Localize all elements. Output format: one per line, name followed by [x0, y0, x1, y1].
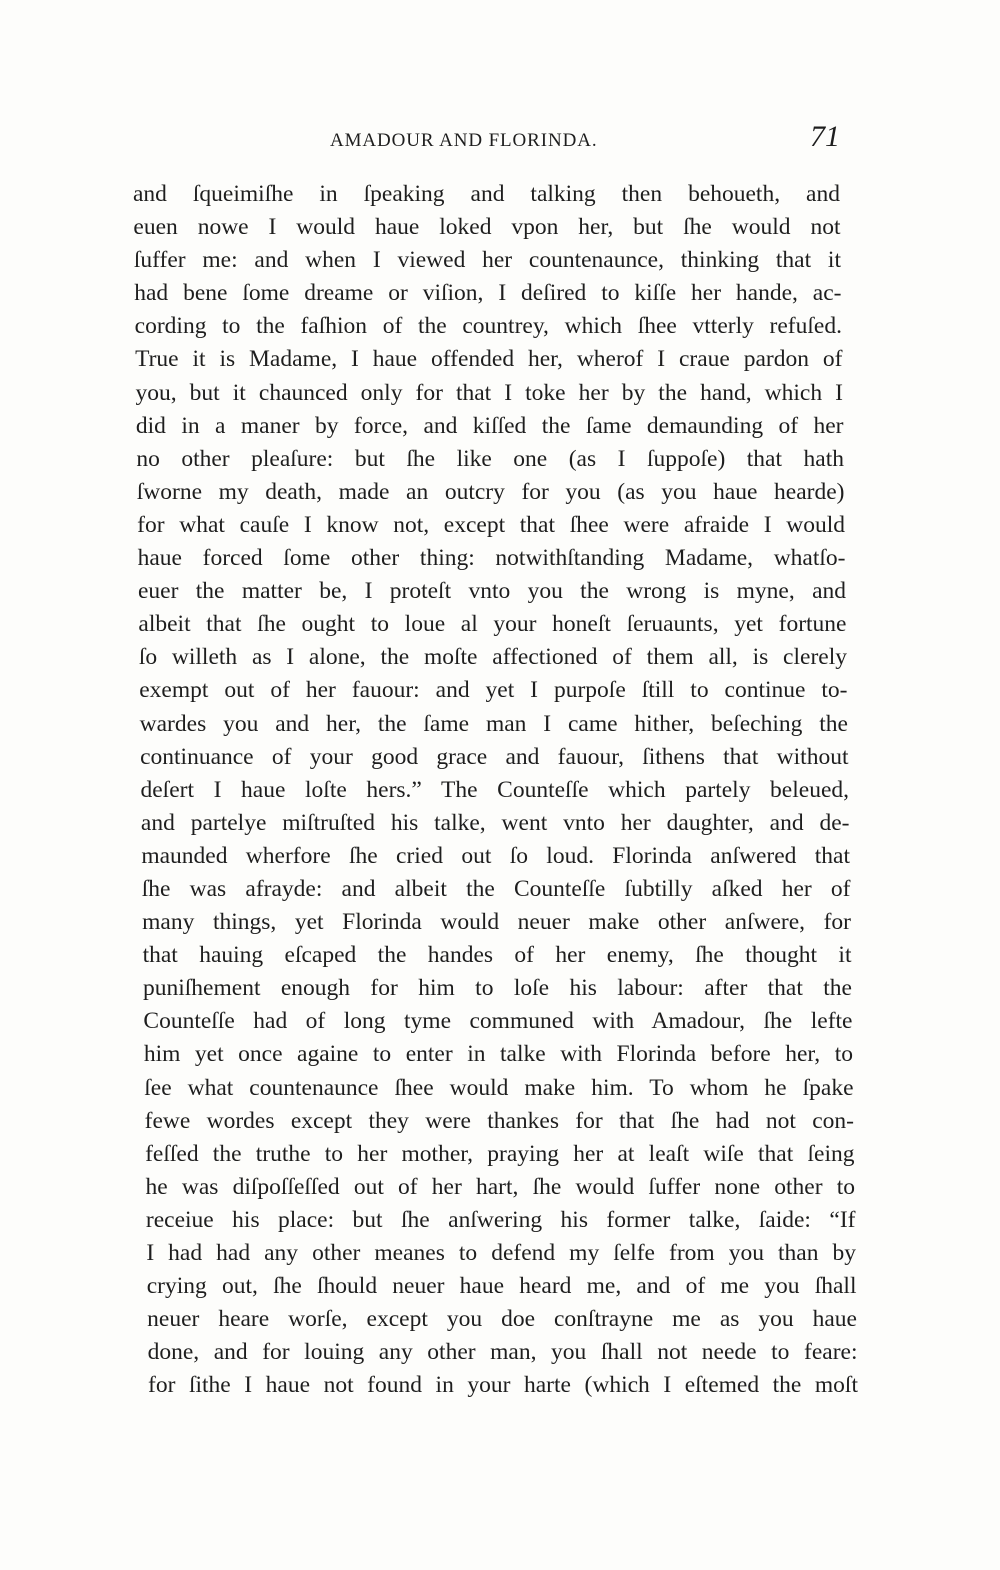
text-line [0, 708, 1000, 741]
text-line-content: that hauing eſcaped the handes of her enemy, ſhe thought it [142, 942, 852, 969]
text-line-content: him yet once againe to enter in talke with Florinda before her, to [143, 1041, 853, 1068]
text-line [0, 277, 1000, 310]
text-line [0, 774, 1000, 807]
text-line [0, 906, 1000, 939]
text-line-content: continuance of your good grace and fauour, ſithens that without [140, 743, 849, 770]
text-line [0, 972, 1000, 1005]
text-line [0, 1138, 1000, 1171]
text-line-content: ſworne my death, made an outcry for you (as you haue hearde) [136, 478, 845, 505]
text-line-content: ſo willeth as I alone, the moſte affectioned of them all, is clerely [138, 644, 847, 671]
text-line [0, 443, 1000, 476]
text-line [0, 873, 1000, 906]
text-line [0, 674, 1000, 707]
text-line [0, 211, 1000, 244]
text-line-content: many things, yet Florinda would neuer make other anſwere, for [142, 909, 851, 936]
text-line-content: for what cauſe I know not, except that ſhee were afraide I would [137, 511, 845, 538]
text-line-content: ſuffer me: and when I viewed her countenaunce, thinking that it [133, 247, 841, 274]
text-line [0, 1204, 1000, 1237]
text-line-content: I had had any other meanes to defend my ſelfe from you than by [146, 1240, 856, 1266]
page-number: 71 [810, 120, 840, 153]
text-line-content: done, and for louing any other man, you ſhall not neede to feare: [147, 1339, 858, 1366]
text-line [0, 410, 1000, 443]
text-line [0, 377, 1000, 410]
text-line-content: crying out, ſhe ſhould neuer haue heard me, and of me you ſhall [146, 1273, 857, 1300]
text-line-content: had bene ſome dreame or viſion, I deſired to kiſſe her hande, ac- [134, 280, 842, 307]
text-line-content: feſſed the truthe to her mother, praying her at leaſt wiſe that ſeing [145, 1140, 855, 1167]
text-line-content: deſert I haue loſte hers.” The Counteſſe which partely beleued, [140, 776, 849, 803]
text-line-content: and partelye miſtruſted his talke, went vnto her daughter, and de- [140, 809, 850, 836]
text-line-content: True it is Madame, I haue offended her, wherof I craue pardon of [135, 346, 843, 373]
text-line-content: euer the matter be, I proteſt vnto you the wrong is myne, and [138, 578, 846, 605]
body-text [0, 178, 1000, 1402]
text-line [0, 1038, 1000, 1071]
text-line [0, 310, 1000, 343]
text-line [0, 509, 1000, 542]
text-line-content: cording to the faſhion of the countrey, which ſhee vtterly refuſed. [134, 313, 842, 340]
text-line [0, 1105, 1000, 1138]
text-line [0, 575, 1000, 608]
text-line [0, 1237, 1000, 1270]
text-line [0, 1005, 1000, 1038]
text-line-content: haue forced ſome other thing: notwithſtanding Madame, whatſo- [137, 545, 846, 572]
text-line [0, 542, 1000, 575]
text-line-content: exempt out of her fauour: and yet I purpoſe ſtill to continue to- [139, 677, 848, 704]
text-line-content: ſee what countenaunce ſhee would make him. To whom he ſpake [144, 1074, 854, 1101]
text-line [0, 1303, 1000, 1336]
text-line-content: he was diſpoſſeſſed out of her hart, ſhe would ſuffer none other to [145, 1173, 855, 1200]
text-line-content: wardes you and her, the ſame man I came hither, beſeching the [139, 710, 848, 737]
text-line-content: fewe wordes except they were thankes for that ſhe had not con- [144, 1107, 854, 1134]
text-line [0, 1270, 1000, 1303]
text-line [0, 343, 1000, 376]
text-line-content: receiue his place: but ſhe anſwering his former talke, ſaide: “If [145, 1206, 856, 1233]
text-line [0, 840, 1000, 873]
text-line-content: puniſhement enough for him to loſe his labour: after that the [143, 975, 852, 1002]
text-line [0, 641, 1000, 674]
text-line-content: euen nowe I would haue loked vpon her, but ſhe would not [133, 214, 841, 241]
text-line-content: and ſqueimiſhe in ſpeaking and talking then behoueth, and [133, 181, 840, 207]
text-line-content: you, but it chaunced only for that I toke her by the hand, which I [135, 379, 843, 406]
text-line [0, 476, 1000, 509]
text-line [0, 1072, 1000, 1105]
text-line [0, 608, 1000, 641]
text-line [0, 178, 1000, 211]
text-line-content: no other pleaſure: but ſhe like one (as I ſuppoſe) that hath [136, 445, 844, 472]
text-line-content: albeit that ſhe ought to loue al your honeſt ſeruaunts, yet fortune [138, 611, 847, 638]
text-line [0, 807, 1000, 840]
text-line [0, 741, 1000, 774]
text-line-content: Counteſſe had of long tyme communed with Amadour, ſhe lefte [143, 1008, 853, 1035]
text-line [0, 939, 1000, 972]
text-line [0, 1369, 1000, 1402]
text-line-content: maunded wherfore ſhe cried out ſo loud. Florinda anſwered that [141, 842, 850, 869]
running-head [0, 120, 1000, 162]
text-line-content: ſhe was afrayde: and albeit the Counteſſe ſubtilly aſked her of [141, 875, 851, 902]
text-line [0, 1336, 1000, 1369]
text-line [0, 1171, 1000, 1204]
text-line [0, 244, 1000, 277]
text-line-content: did in a maner by force, and kiſſed the ſame demaunding of her [135, 412, 844, 439]
text-line-content: for ſithe I haue not found in your harte (which I eſtemed the moſt [148, 1372, 858, 1399]
text-line-content: neuer heare worſe, except you doe conſtrayne me as you haue [147, 1306, 857, 1333]
running-title: AMADOUR AND FLORINDA. [330, 130, 598, 151]
